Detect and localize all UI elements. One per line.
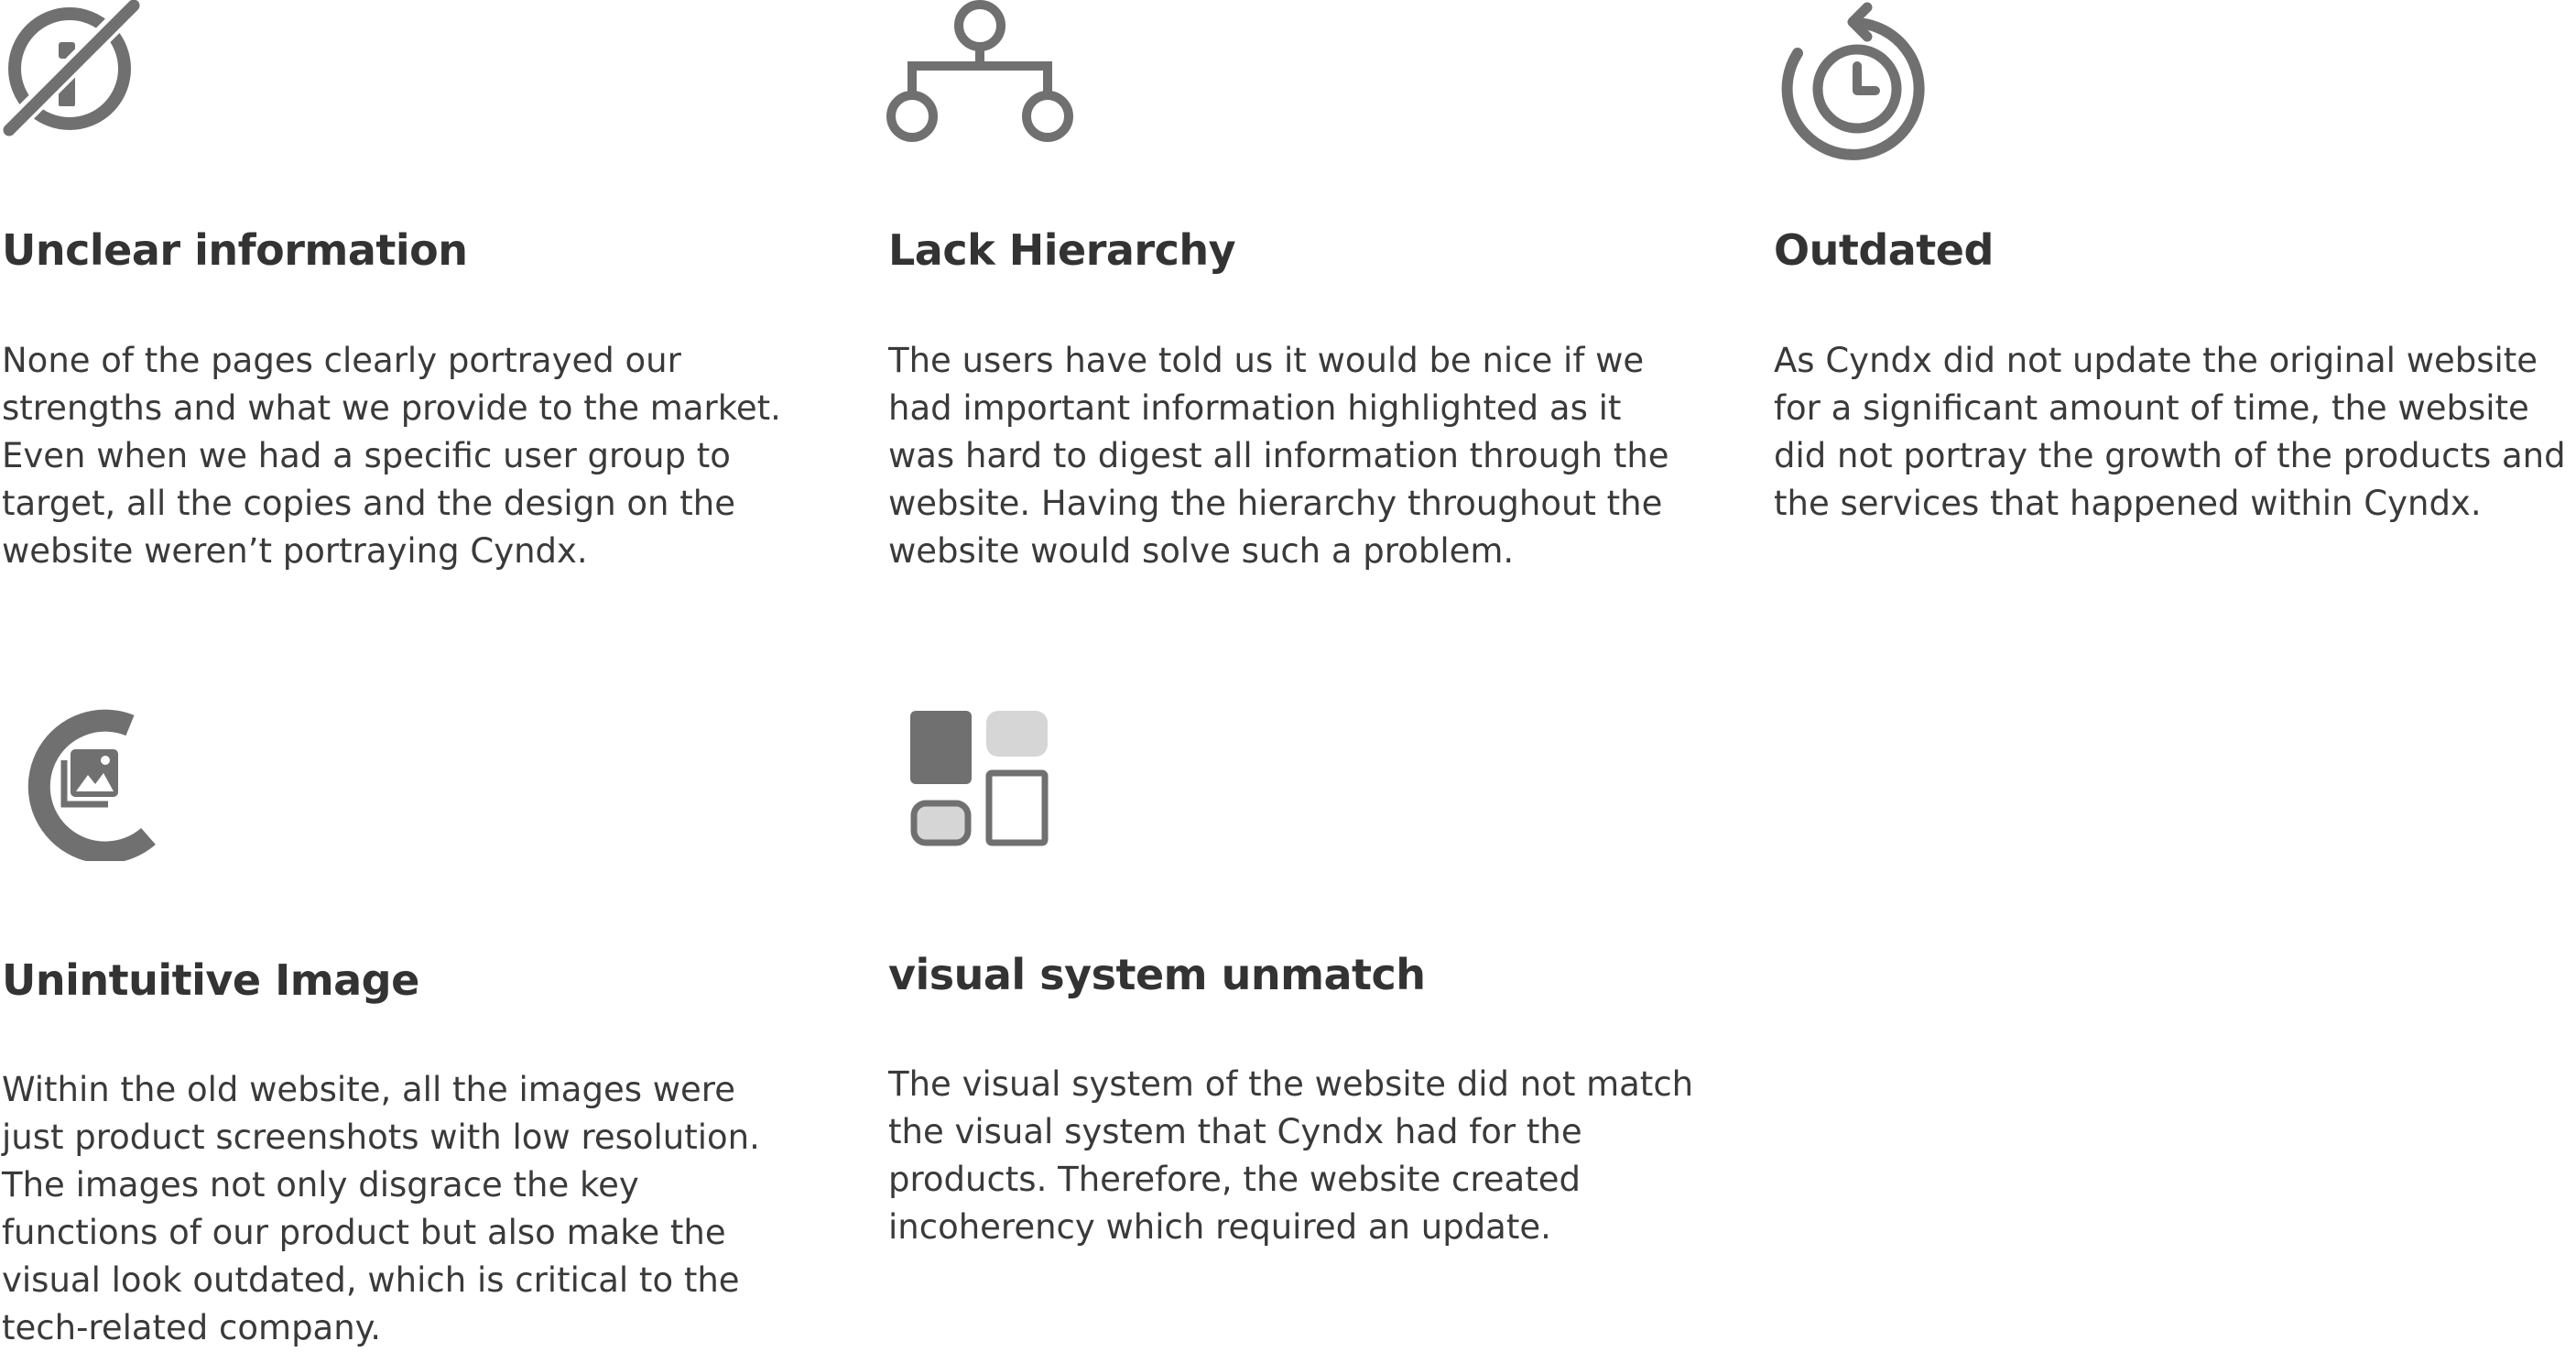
hierarchy-icon [886, 0, 1088, 151]
card-title: Outdated [1774, 225, 1994, 275]
card-description: The visual system of the website did not match the visual system that Cyndx had for the products. Therefore, the website created incoherency which required an update. [888, 1064, 1694, 1247]
layout-blocks-icon [886, 696, 1060, 856]
card-description: The users have told us it would be nice if we had important information highlighted as it was hard to digest all information through the website. Having the hierarchy throughout the website would solve such a problem. [888, 341, 1669, 571]
card-description: Within the old website, all the images were just product screenshots with low resolution. The images not only disgrace the key functions of our product but also make the visual look outdated, which is critical to the tech-related company. [2, 1070, 760, 1347]
card-description: None of the pages clearly portrayed our strengths and what we provide to the market. Even when we had a specific user group to target, all the copies and the design on the website weren’t portraying Cyndx. [2, 341, 781, 571]
card-title: visual system unmatch [888, 950, 1426, 999]
card-title: Lack Hierarchy [888, 225, 1236, 275]
card-title: Unclear information [2, 225, 468, 275]
image-loading-icon [0, 696, 174, 861]
info-off-icon [0, 0, 147, 147]
card-title: Unintuitive Image [2, 955, 419, 1005]
history-clock-icon [1772, 0, 1937, 169]
card-description: As Cyndx did not update the original website for a significant amount of time, the website did not portray the growth of the products and the services that happened within Cyndx. [1774, 341, 2566, 523]
